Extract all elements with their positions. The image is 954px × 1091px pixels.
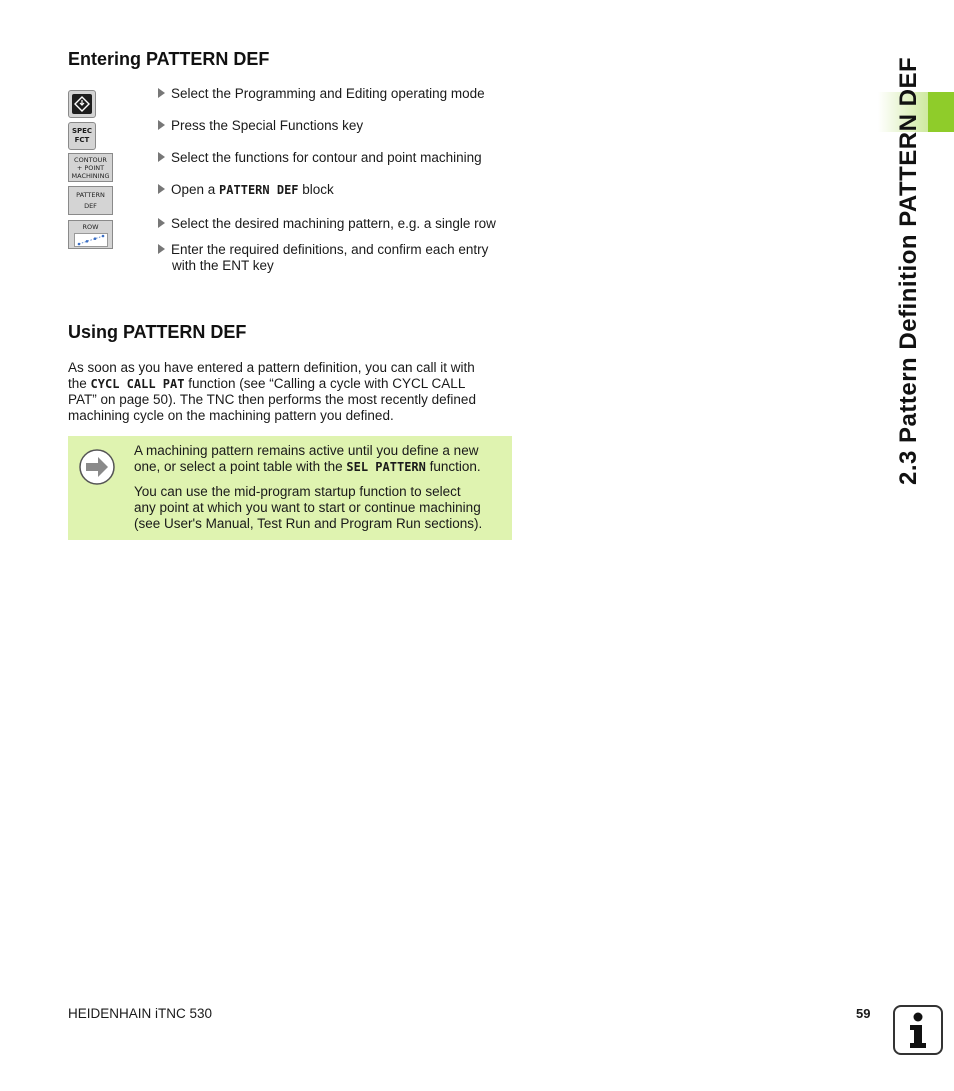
- step-5-text: Select the desired machining pattern, e.g. a single row: [171, 216, 496, 231]
- note-p2-line-3: (see User's Manual, Test Run and Program Run sections).: [134, 516, 483, 531]
- arrow-right-icon: [158, 88, 165, 98]
- contour-point-machining-softkey[interactable]: [68, 153, 113, 182]
- para-line-2: [68, 376, 513, 392]
- programming-mode-icon: [72, 94, 92, 114]
- heading-entering-pattern-def: Entering PATTERN DEF: [68, 49, 270, 69]
- arrow-right-icon: [158, 152, 165, 162]
- note-p1-line-1: A machining pattern remains active until you define a new: [134, 443, 479, 458]
- para-post: function (see “Calling a cycle with CYCL CALL: [184, 376, 466, 391]
- heading-using-pattern-def: Using PATTERN DEF: [68, 322, 247, 342]
- step-5: [158, 216, 518, 232]
- note-p2-line-1: You can use the mid-program startup function to select: [134, 484, 461, 499]
- step-6-text-2: with the ENT key: [172, 258, 274, 273]
- spec-fct-label-2: FCT: [74, 136, 90, 144]
- para-pre: the: [68, 376, 91, 391]
- step-4-text-post: block: [298, 182, 334, 197]
- row-pattern-icon: [74, 233, 108, 247]
- para-line-4: machining cycle on the machining pattern you defined.: [68, 408, 394, 423]
- note-p1-pre: one, or select a point table with the: [134, 459, 347, 474]
- contour-label-2: + POINT: [76, 163, 105, 172]
- note-p2-line-2: any point at which you want to start or continue machining: [134, 500, 481, 515]
- para-line-3: PAT” on page 50). The TNC then performs the most recently defined: [68, 392, 476, 407]
- step-6-text-1: Enter the required definitions, and confirm each entry: [171, 242, 489, 257]
- contour-label-3: MACHINING: [71, 171, 110, 180]
- note-p1-post: function.: [425, 459, 481, 474]
- footer-product: HEIDENHAIN iTNC 530: [68, 1006, 213, 1021]
- note-p1-code: SEL PATTERN: [346, 460, 426, 474]
- step-4-text-pre: Open a: [171, 182, 220, 197]
- para-line-1: As soon as you have entered a pattern definition, you can call it with: [68, 360, 475, 375]
- row-softkey[interactable]: [68, 220, 113, 249]
- arrow-right-icon: [158, 218, 165, 228]
- step-3-text: Select the functions for contour and point machining: [171, 150, 482, 165]
- spec-fct-label-1: SPEC: [71, 127, 93, 135]
- info-icon: [893, 1005, 943, 1055]
- step-4: [158, 182, 518, 198]
- vertical-section-title: 2.3 Pattern Definition PATTERN DEF: [895, 56, 922, 485]
- note-paragraph-1: [134, 443, 506, 475]
- step-1: [158, 86, 518, 102]
- note-paragraph-2: [134, 484, 506, 532]
- programming-mode-key[interactable]: [68, 90, 96, 118]
- using-paragraph: [68, 360, 513, 424]
- spec-fct-key[interactable]: [68, 122, 96, 150]
- para-code: CYCL CALL PAT: [90, 377, 185, 391]
- pattern-label-2: DEF: [84, 201, 97, 210]
- step-1-text: Select the Programming and Editing operating mode: [171, 86, 485, 101]
- note-box: [68, 436, 512, 540]
- contour-label-1: CONTOUR: [74, 155, 107, 164]
- arrow-right-icon: [158, 244, 165, 254]
- arrow-right-icon: [158, 184, 165, 194]
- step-2-text: Press the Special Functions key: [171, 118, 364, 133]
- arrow-note-icon: [78, 448, 116, 486]
- page-number: 59: [856, 1006, 871, 1021]
- arrow-right-icon: [158, 120, 165, 130]
- step-3: [158, 150, 518, 166]
- step-4-code: PATTERN DEF: [219, 183, 299, 197]
- step-2: [158, 118, 518, 134]
- row-label: ROW: [82, 223, 99, 231]
- pattern-def-softkey[interactable]: [68, 186, 113, 215]
- step-6: [158, 242, 518, 274]
- pattern-label-1: PATTERN: [76, 190, 105, 199]
